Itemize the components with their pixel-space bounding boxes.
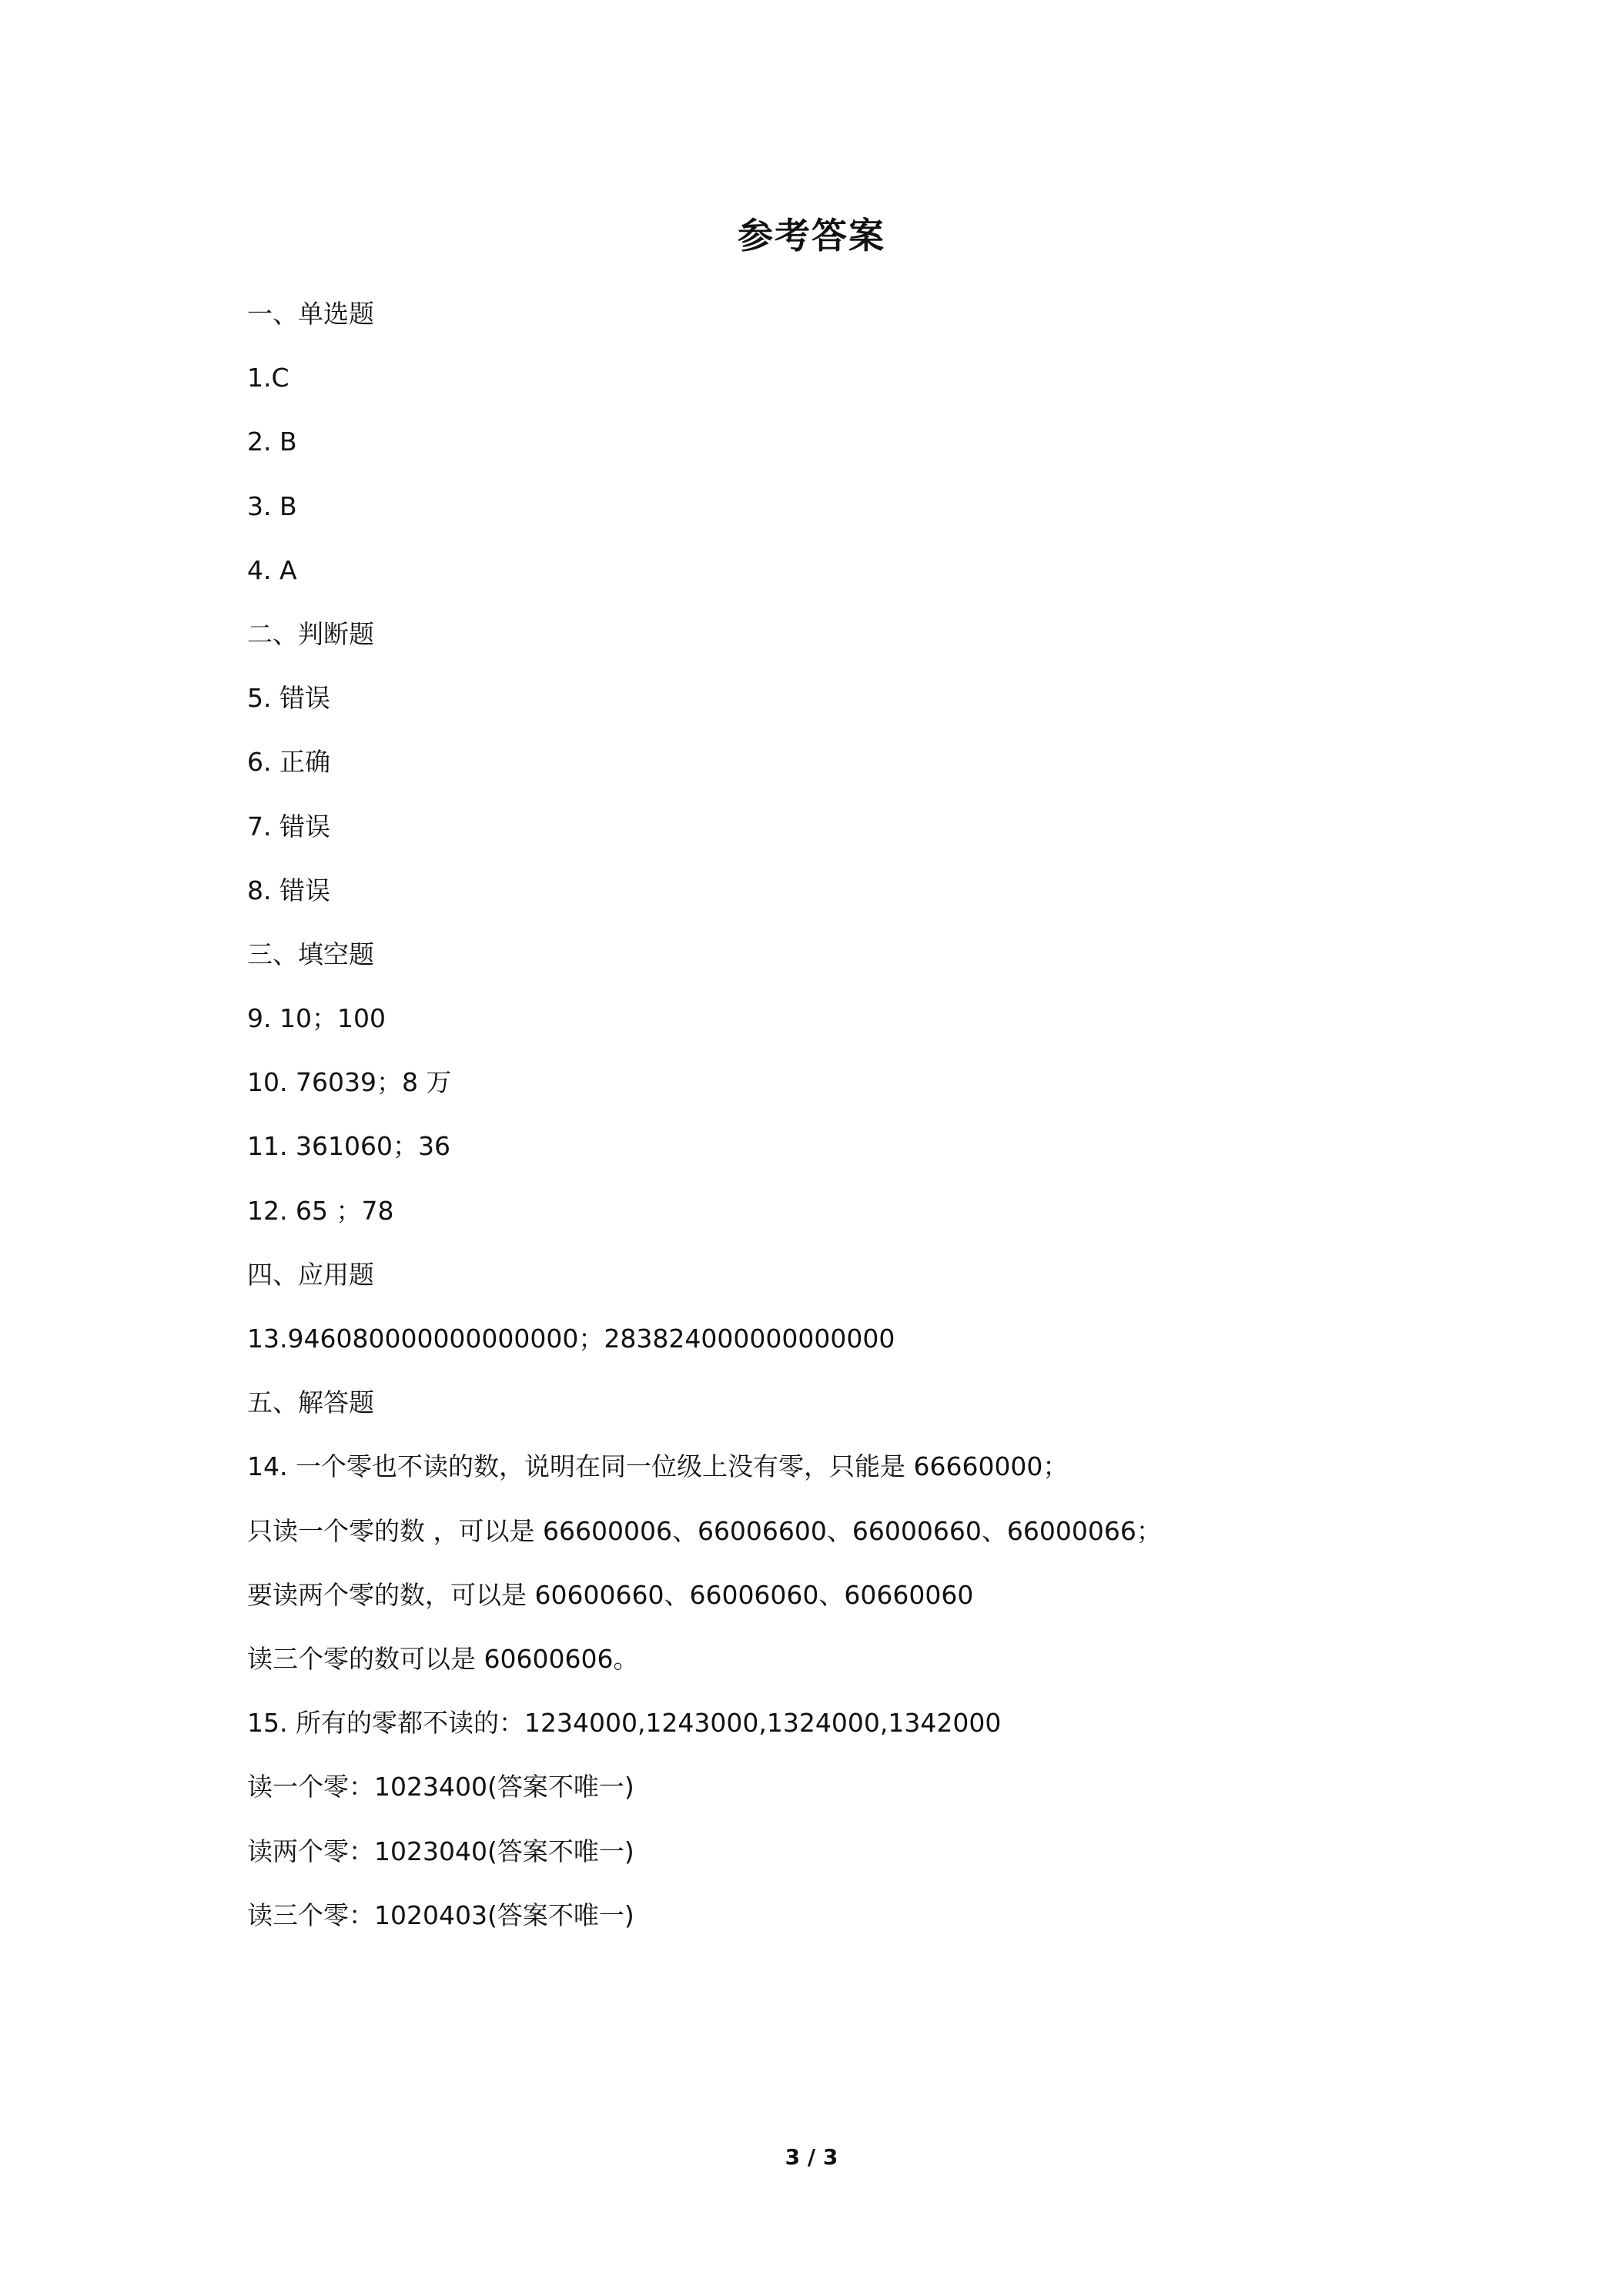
answer-line-14-continued-3: 读三个零的数可以是 60600606。 xyxy=(247,1643,639,1674)
answer-line-4: 4. A xyxy=(247,554,297,585)
section-heading-single-choice: 一、单选题 xyxy=(247,299,374,329)
answer-line-15: 15. 所有的零都不读的：1234000,1243000,1324000,1342000 xyxy=(247,1708,1002,1739)
answer-line-3: 3. B xyxy=(247,490,297,521)
section-heading-application: 四、应用题 xyxy=(247,1259,374,1290)
section-heading-solution: 五、解答题 xyxy=(247,1387,374,1418)
answer-line-15-continued-1: 读一个零：1023400(答案不唯一) xyxy=(247,1772,634,1802)
answer-line-9: 9. 10；100 xyxy=(247,1003,386,1034)
answer-line-15-continued-2: 读两个零：1023040(答案不唯一) xyxy=(247,1836,634,1866)
answer-line-5: 5. 错误 xyxy=(247,683,330,714)
answer-line-14-continued-1: 只读一个零的数 ，可以是 66600006、66006600、66000660、66000066； xyxy=(247,1515,1162,1546)
answer-content xyxy=(247,291,1402,1956)
answer-line-8: 8. 错误 xyxy=(247,875,330,905)
answer-line-7: 7. 错误 xyxy=(247,811,330,842)
page-title: 参考答案 xyxy=(738,215,885,256)
answer-line-14-continued-2: 要读两个零的数，可以是 60600660、66006060、60660060 xyxy=(247,1579,974,1610)
answer-line-10: 10. 76039；8 万 xyxy=(247,1067,452,1098)
answer-line-2: 2. B xyxy=(247,427,297,457)
answer-line-6: 6. 正确 xyxy=(247,747,330,778)
section-heading-true-false: 二、判断题 xyxy=(247,618,374,649)
section-heading-fill-blank: 三、填空题 xyxy=(247,939,374,969)
answer-line-1: 1.C xyxy=(247,363,289,393)
answer-line-12: 12. 65 ；78 xyxy=(247,1195,394,1226)
answer-line-11: 11. 361060；36 xyxy=(247,1131,450,1162)
answer-line-13: 13.946080000000000000；283824000000000000 xyxy=(247,1324,895,1354)
page-number: 3 / 3 xyxy=(785,2144,838,2170)
answer-line-15-continued-3: 读三个零：1020403(答案不唯一) xyxy=(247,1899,634,1930)
answer-line-14: 14. 一个零也不读的数，说明在同一位级上没有零，只能是 66660000； xyxy=(247,1451,1069,1482)
